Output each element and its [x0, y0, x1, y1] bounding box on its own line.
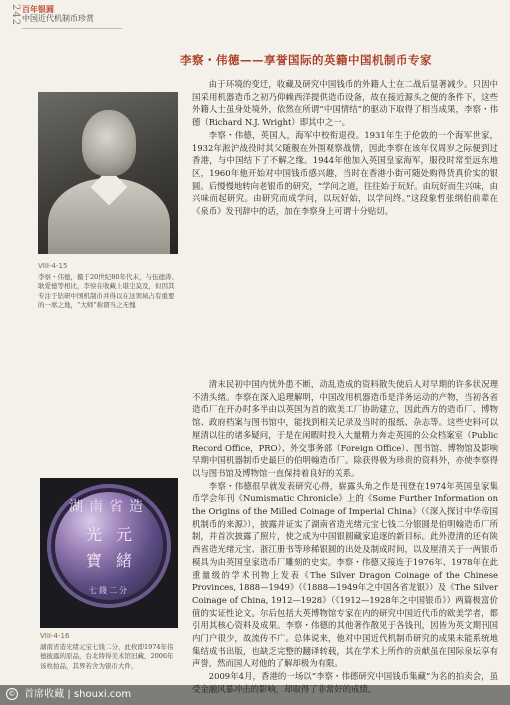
coin-character: 緒	[115, 550, 132, 570]
figure-caption-coin	[40, 632, 178, 671]
coin-ring-inscription: 湖南省造	[69, 499, 149, 515]
portrait-photo	[38, 92, 178, 254]
series-title: 百年银圆	[22, 4, 54, 14]
watermark-bar[interactable]	[0, 685, 510, 705]
header-rule	[22, 28, 122, 29]
coin-center-inscription	[79, 520, 139, 572]
figure-caption-text: 湖南省造光绪元宝七钱二分，此枚即1974年伟德披露的原品，台北铸得美术馆旧藏，2006年该枚拍品，其界若舍为银币大件，	[40, 642, 174, 670]
page-number: 242	[10, 4, 21, 27]
coin-denomination: 七錢二分	[89, 586, 129, 595]
coin-character: 寶	[85, 550, 102, 570]
silver-coin-image	[47, 484, 171, 608]
paragraph: 2009年4月，香港的一场以“李察・伟德研究中国钱币集藏”为名的拍卖会，虽	[208, 671, 498, 682]
article-title: 李察・伟德——享誉国际的英籍中国机制币专家	[180, 53, 432, 67]
portrait-head	[82, 110, 136, 176]
paragraph: 李察・伟德很早就发表研究心得，崭露头角之作是刊登在1974年英国皇家集币学会年刊《Numismatic Chronicle》上的《Some Further Information on the Origins of the Milled Coinage of Imperial China》（《深入探讨中华帝国机制币的来源》），披露并证实了湖南省造光绪元宝七钱二分银圆是伯明翰造币厂所制，并首次披露了照片，使之成为中国银圆藏家追逐的新目标。此外澄清的还有陕西省造光绪元宝、浙江册书等珍稀银圆的出处及制成时间，以及厘清关于一两银币模具为由英国皇家造币厂雕刻的史实。李察・伟德又接连于1976年、1978年在此重量级的学术刊物上发表《The Silver Dragon Coinage of the Chinese Provinces, 1888—1949》（《1888—1949年之中国各省龙银》）及《The Silver Coinage of China, 1912—1928》（《1912—1928年之中国银币》）两篇极富价值的实证性论文。尔后包括大英博物馆专家在内的研究中国近代币的欧美学者，都引用其核心资料及成果。李察・伟德的其他著作散见于各钱刊，因皆为英文期刊国内门户很少，故流传不广。总体说来，他对中国近代机制币研究的成果未能系统地集结成书出版，也缺乏完整的翻译转载，其在学术上所作的贡献虽在国际泉坛享有声誉，然而国人对他的了解却极为有限。	[192, 480, 498, 669]
watermark-text[interactable]: 首席收藏 | shouxi.com	[24, 689, 132, 700]
article-body-top	[192, 78, 498, 218]
figure-id: VIII-4-16	[40, 632, 70, 640]
coin-character: 元	[115, 524, 132, 544]
figure-caption-text: 李察・伟德，摄于20世纪80年代末，与伍德涛、耿爱德等相比，李察在收藏上堪尘莫及，但因其专注于钻研中国机制币并得以在这领域占有重要的一席之地，“大师”称谓当之无愧	[38, 272, 179, 309]
coin-photo	[40, 478, 178, 628]
paragraph: 李察・伟德，英国人，海军中校衔退役。1931年生于伦敦的一个海军世家，1932年淞沪战役时其父随舰在外围观察战情，因此李察在该年仅周岁之际便到过香港，与中国结下了不解之缘。1944年他加入英国皇家海军，服役时常至远东地区，1960年他开始对中国钱币感兴趣，当时在香港小街可随处购得货真价实的银圆。后慢慢地转向老银币的研究，“学问之道，往往始于玩好。由玩好而生兴味，由兴味而起研究。由研究而成学问，以玩好始，以学问终。”这段象哲张纲伯前辈在《泉币》发刊辞中的话，加在李察身上可谓十分贴切。	[192, 129, 498, 217]
coin-character: 光	[85, 524, 102, 544]
series-subtitle: 中国近代机制币珍赏	[22, 14, 94, 23]
paragraph: 清末民初中国内忧外患不断，动乱造成的资料散失使后人对早期的许多状况理不清头绪。李察在深入追理解明，中国改用机器造币是洋务运动的产物，当初各省造币厂在开办时多半由以英国为首的欧美工厂协助建立，因此西方的造币厂、博物馆、政府档案与图书馆中，能找到相关记录及当时的报纸、杂志等。这些史料可以厘清以往的诸多疑问，于是在闲暇时投入大量精力奔走英国的公众档案室（Public Record Office，PRO）、外交事务部（Foreign Office）、图书馆、博物馆及影响早期中国机器制币史最巨的伯明翰造币厂。除获得极为珍贵的资料外，亦使李察得以与图书馆及博物馆一直保持着良好的关系。	[192, 379, 498, 478]
article-body-bottom	[192, 378, 498, 696]
figure-caption-portrait	[38, 262, 180, 311]
copyright-icon: ©	[6, 688, 18, 700]
figure-id: VIII-4-15	[38, 262, 68, 270]
running-header	[22, 4, 94, 24]
paragraph: 由于环境的变迁，收藏及研究中国钱币的外籍人士在二战后显著减少。只因中国采用机器造币之初乃仰赖西洋提供造币设备，故在接近源头之便的条件下，这些外籍人士虽身处境外，依然在所谓“中国情结”的驱动下取得了相当成果，李察・伟德（Richard N.J. Wright）即其中之一。	[192, 79, 498, 128]
